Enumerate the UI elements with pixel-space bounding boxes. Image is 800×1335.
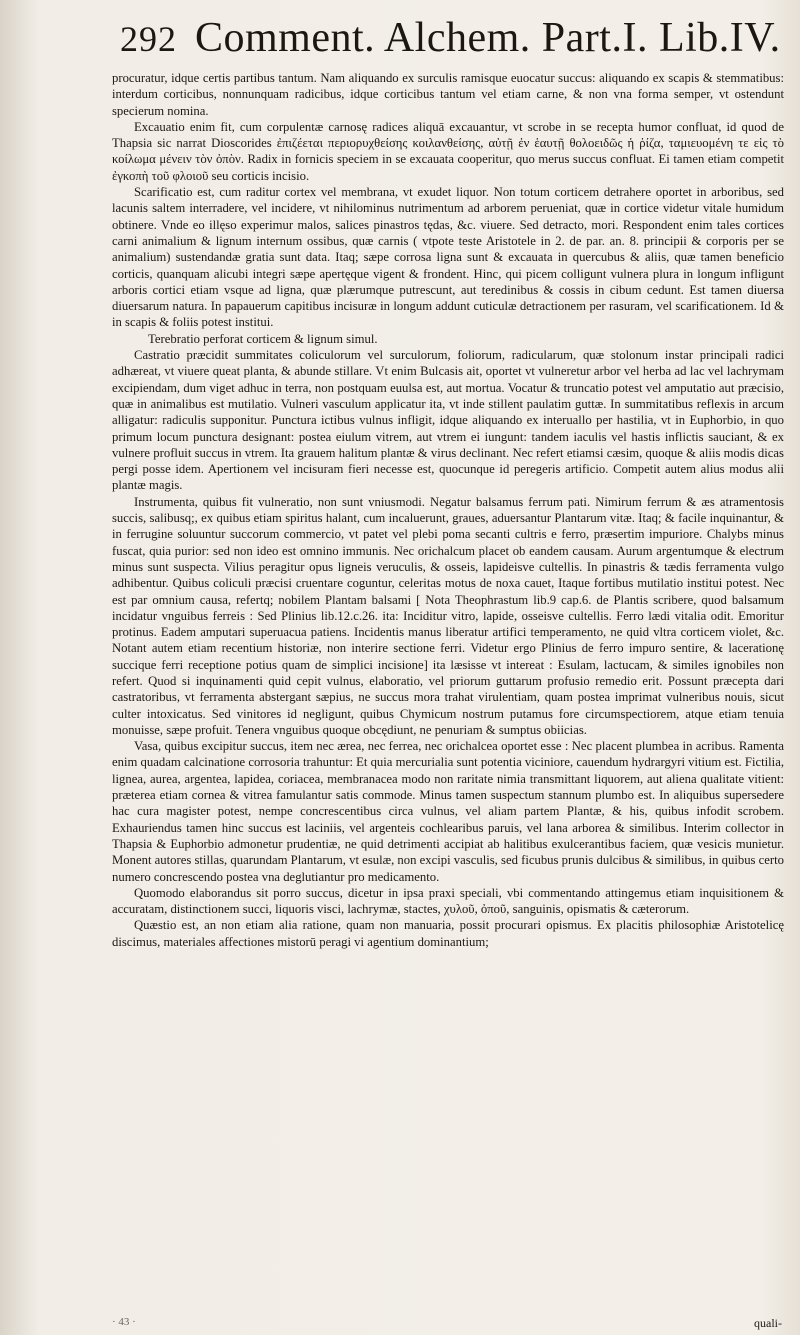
page-header [120,14,784,70]
page-number: 292 [120,19,177,59]
paragraph: Castratio præcidit summitates coliculorum vel surculorum, foliorum, radicularum, quæ stolonum instar principali radici adhæreat, vt viuere queat planta, & abunde stillare. Vt enim Bulcasis ait, oportet vt vulneretur arbor vel herba ad lac vel lachrymam excipiendam, dum viget adhuc in terra, non postquam euulsa est, aut mortua. Vocatur & truncatio potest vel amputatio aut præcisio, quæ in animalibus est mutilatio. Vulneri vasculum applicatur ita, vt inde stillent paulatim guttæ. In summitatibus reflexis in arcum alligatur: radiculis supponitur. Punctura ictibus vulnus infligit, idque aliquando ex interuallo per hastilia, vt in Euphorbio, in quo primum locum punctura designant: postea eiulum vitrem, aut vtrem ei iungunt: tandem iaculis vel hastis inflictis sauciant, & ex vulnere profluit succus in vtrem. Ita grauem halitum plantæ & virus declinant. Nec refert etiamsi cæsim, quoque & aliis modis dicas pergi posse idem. Apertionem vel incisuram fieri necesse est, quocunque id peregeris artificio. Competit autem alius modus alii plantæ magis. [112,348,784,493]
paragraph: Excauatio enim fit, cum corpulentæ carnosę radices aliquā excauantur, vt scrobe in se recepta humor confluat, id quod de Thapsia sic narrat Dioscorides ἐπιζέεται περιορυχθείσης κοιλανθείσης, αὐτῇ ἐν ἑαυτῇ θολοειδῶς ἡ ῥίζα, ταμιευομένη τε εἰς τὸ κοίλωμα μένειν τὸν ὀπὸν. Radix in fornicis speciem in se excauata cooperitur, quo merus succus confluat. Ei tamen etiam competit ἐγκοπὴ τοῦ φλοιοῦ seu corticis incisio. [112,119,784,183]
body-text [112,70,784,950]
paragraph: Instrumenta, quibus fit vulneratio, non sunt vniusmodi. Negatur balsamus ferrum pati. Nimirum ferrum & æs atramentosis succis, salibusq;, ex quibus etiam spiritus halant, cum incaluerunt, graues, aduersantur Plantarum vitæ. Itaq; & facile inquinantur, & in ferrugine soluuntur succorum commercio, vt patet vel plebi poma secanti cultris e ferro, præsertim impuriore. Chalybs minus fuscat, quia purior: sed non ideo est omnino immunis. Nec orichalcum placet ob eandem causam. Aurum argentumque & electrum minus sunt suspecta. Vilius peragitur opus ligneis veruculis, & osseis, lapideisve cultellis. In pinastris & tædis ferramenta vulgo adhibentur. Quibus coliculi præcisi cruentare coguntur, celeritas motus de noxa cauet, Itaque fortibus mutilatio institui potest. Nec est par omnium causa, refertq; nobilem Plantam balsami [ Nota Theophrastum lib.9 cap.6. de Plantis scribere, quod balsamum incidatur vnguibus ferreis : Sed Plinius lib.12.c.26. ita: Inciditur vitro, lapide, osseisve cultellis. Ferro lædi vitalia odit. Emoritur protinus. Eadem amputari superuacua patiens. Incidentis manus liberatur artifici temperamento, ne quid vltra corticem violet, &c. Notant autem etiam recentium historiæ, non interire sectione ferri. Videtur ergo Plinius de ferro impuro sentire, & lacerationę succique ferri receptione potius quam de simplici incisione] ita læsisse vt intereat : Esulam, lactucam, & similes ignobiles non refert. Quod si inquinamenti quid cepit vulnus, elaboratio, vel priorum guttarum profusio remedio erit. Possunt præcepta dari castratoribus, vt ferramenta abstergant sæpius, ne succus mora trahat virulentiam, quam postea imprimat vulneribus nouis, sicut culter intoxicatus. Sed vinitores id negligunt, quibus Chymicum nostrum putamus fore circumspectiorem, atque etiam tenuia monuisse, sæpe profuit. Tenera vnguibus quoque obcędiunt, ne penuriam & sumptus obiicias. [112,494,784,737]
paragraph: Terebratio perforat corticem & lignum simul. [148,331,378,346]
running-title: Comment. Alchem. Part.I. Lib.IV. [195,15,781,61]
paragraph: Quæstio est, an non etiam alia ratione, quam non manuaria, possit procurari opismus. Ex placitis philosophiæ Aristotelicę discimus, materiales affectiones mistorū peragi vi agentium dominantium; [112,918,784,949]
catchword: quali- [754,1316,782,1330]
paragraph: Vasa, quibus excipitur succus, item nec ærea, nec ferrea, nec orichalcea oportet esse : Nec placent plumbea in acribus. Ramenta enim quadam calcinatione corrosoria trahuntur: Et quia mercurialia sunt potentia viciniore, cauendum hydrargyri vitium est. Fictilia, lignea, aurea, argentea, lapidea, coriacea, membranacea modo non raritate nimia transmittant liquorem, aut aliena qualitate vitient: præterea etiam cornea & vitrea famulantur satis commode. Minus tamen suspectum stannum plumbo est. In aliquibus supersedere hac cura magister potest, nempe concrescentibus circa vulnus, vel aliam partem Plantæ, & his, quibus infodit scrobem. Exhauriendus tamen hinc succus est laciniis, vel argenteis cochlearibus paruis, vel lana arborea & similibus. Interim collector in Thapsia & Euphorbio admonetur prudentiæ, ne quid detrimenti accipiat ab halitibus exulcerantibus faciem, quæ vesicis munietur. Monent autores stillas, quarundam Plantarum, vt esulæ, non excipi vasculis, sed ficubus prunis dulcibus & similibus, in quibus certo numero concrescendo postea vna deglutiantur pro medicamento. [112,739,785,884]
paragraph: procuratur, idque certis partibus tantum. Nam aliquando ex surculis ramisque euocatur succus: aliquando ex scapis & stemmatibus: interdum corticibus, nonnunquam radicibus, idque corticibus tantum vel etiam carne, & non vna forma semper, vt ostendunt specierum nomina. [112,71,784,118]
paragraph: Scarificatio est, cum raditur cortex vel membrana, vt exudet liquor. Non totum corticem detrahere oportet in arboribus, sed lacunis saltem interradere, vel incidere, vt nihilominus nutrimentum ad arborem perueniat, quæ in cortice videtur vitale humidum obtinere. Vnde eo illęso experimur malos, salices pinastros tędas, &c. viuere. Sed detracto, mori. Respondent enim tales cortices carni animalium & lignum internum ossibus, quæ carnis ( vtpote teste Aristotele in 2. de par. an. 8. principii & corporis per se animalium) sustendandæ gratia sunt data. Itaq; sæpe corrosa ligna sunt & excauata in quercubus & aliis, quæ tamen beneficio corticis, quanquam alicubi integri sæpe apertęque vigent & frondent. Hinc, qui picem colligunt vulnera plura in longum infligunt arboris cortici etiam vsque ad ligna, quæ plærumque putrescunt, aut teredinibus & cossis in cibum cedunt. Est tamen diuersa diuersarum natura. In papauerum capitibus incisuræ in longum addunt cuticulæ detractionem per rasuram, vel scarificationem. Id & in scapis & foliis potest institui. [112,185,784,330]
paragraph: Quomodo elaborandus sit porro succus, dicetur in ipsa praxi speciali, vbi commentando attingemus etiam inquisitionem & accuratam, distinctionem succi, liquoris visci, lachrymæ, stactes, χυλοῦ, ὀποῦ, sanguinis, opismatis & cæterorum. [112,885,784,917]
signature-mark: · 43 · [112,1316,136,1328]
